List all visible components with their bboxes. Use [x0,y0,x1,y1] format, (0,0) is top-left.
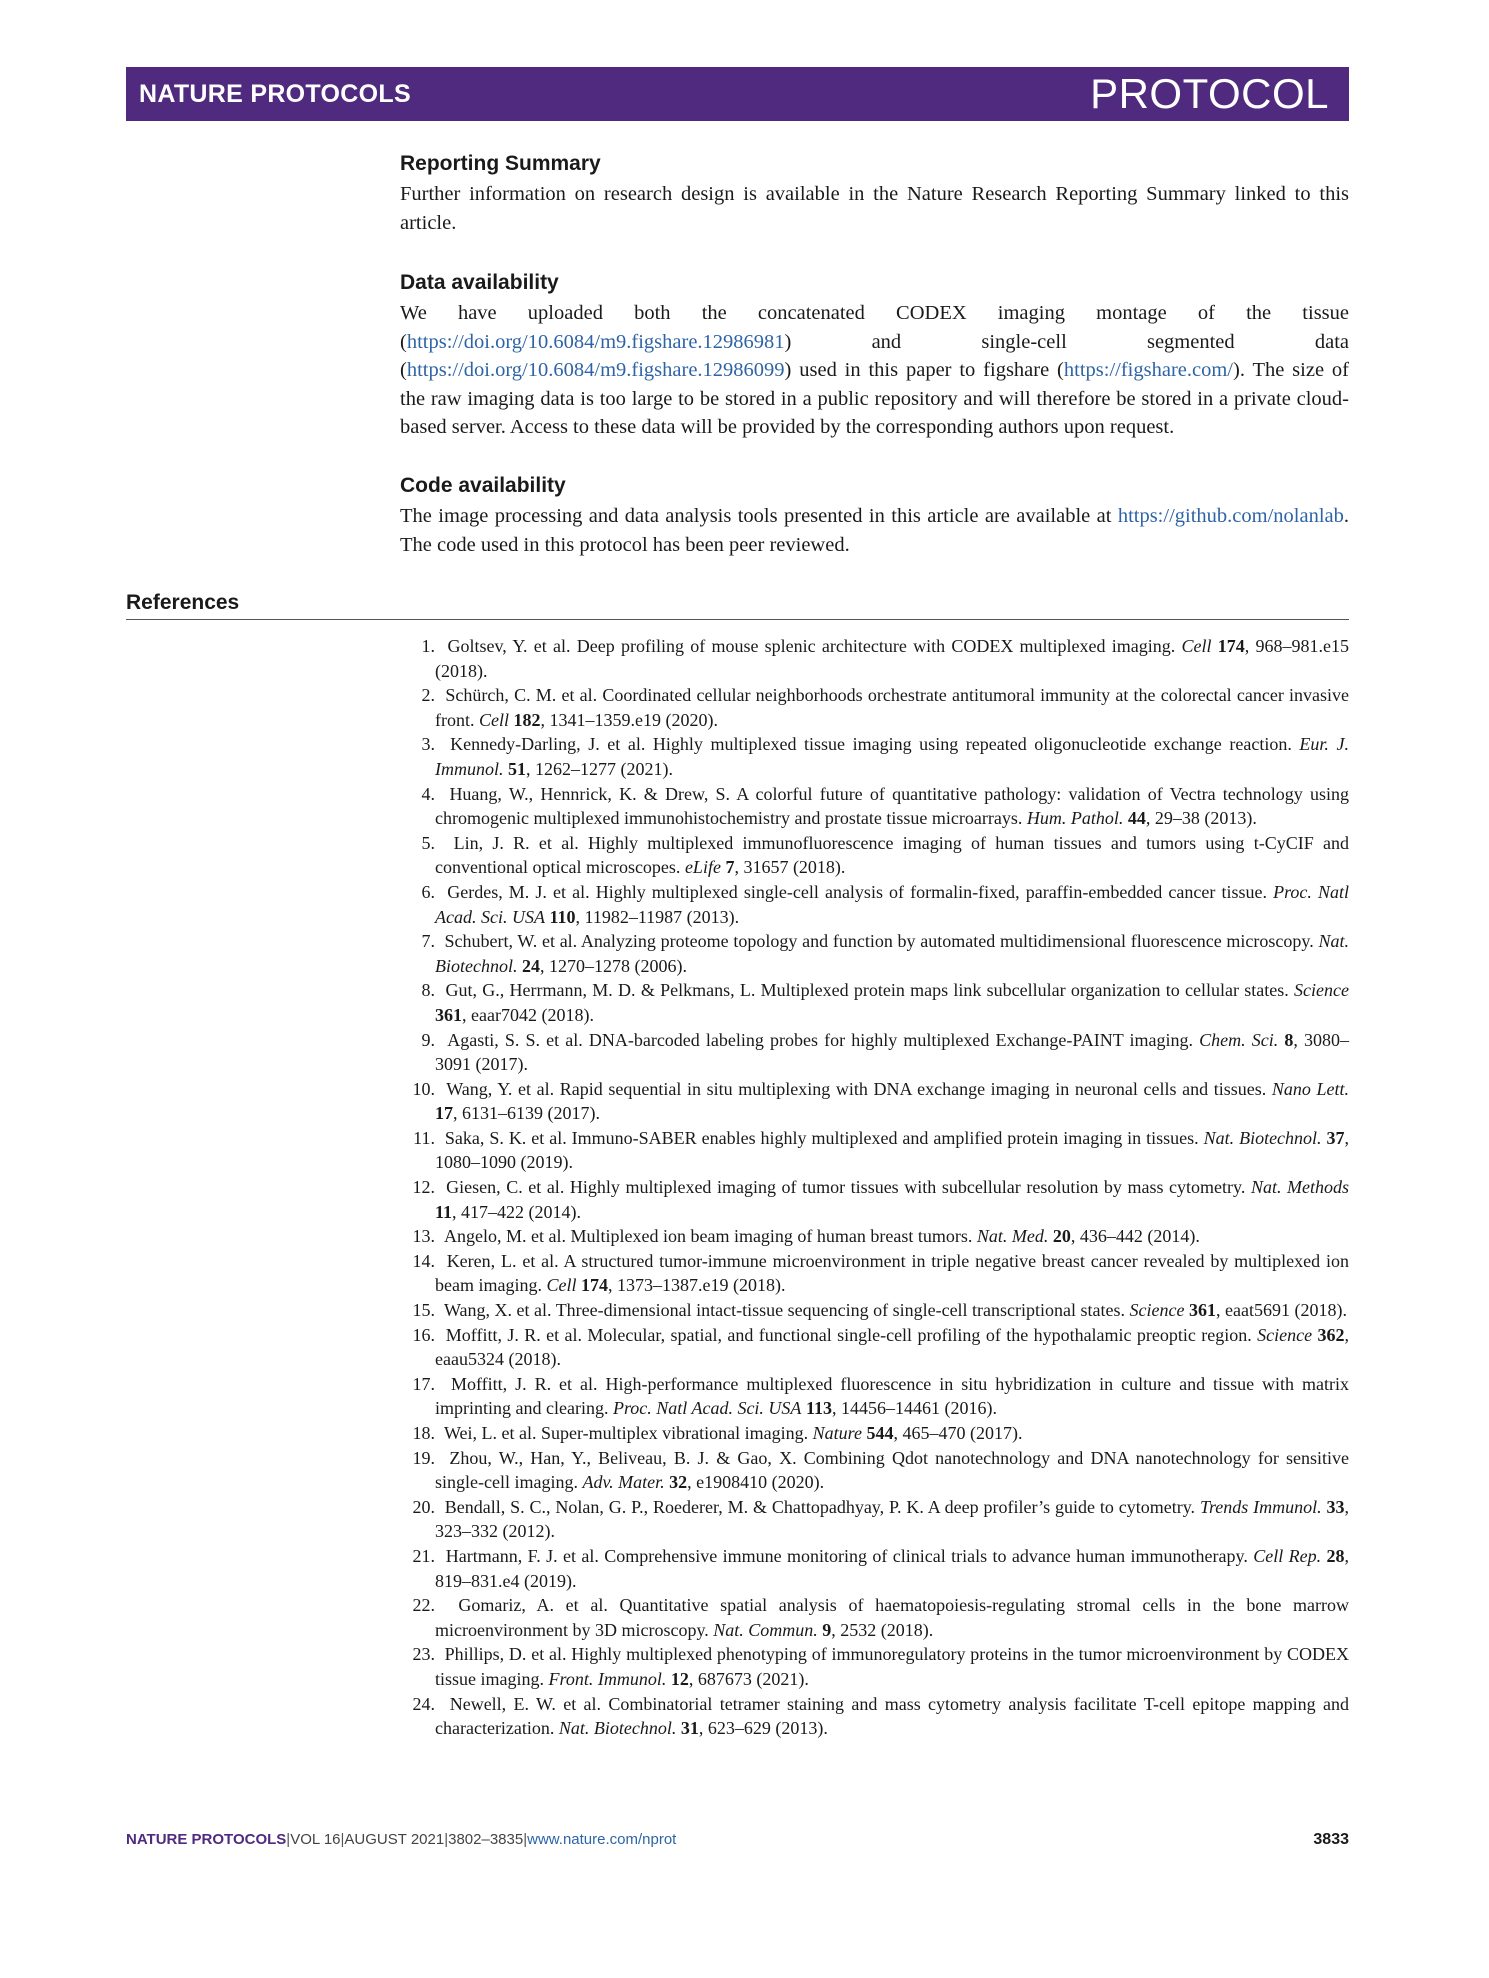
code-availability-heading: Code availability [400,474,566,497]
reference-title: Keren, L. et al. A structured tumor-immune microenvironment in triple negative breast cancer revealed by multiplexed ion beam imaging. [435,1250,1349,1296]
reference-title: Schürch, C. M. et al. Coordinated cellular neighborhoods orchestrate antitumoral immunity at the colorectal cancer invasive front. [435,685,1350,730]
reference-volume: 32 [669,1472,688,1493]
reference-journal: Nature [812,1423,862,1443]
reference-pages-year: , 29–38 (2013). [1145,808,1257,829]
reference-title: Gerdes, M. J. et al. Highly multiplexed single-cell analysis of formalin-fixed, paraffin-embedded cancer tissue. [447,881,1274,902]
reference-number: 13. [412,1226,435,1247]
reference-volume: 37 [1326,1127,1345,1148]
reference-number: 11. [413,1127,435,1148]
reference-item [400,1249,1349,1298]
reference-item [400,880,1349,929]
reference-journal: Front. Immunol. [548,1668,667,1689]
reference-pages-year: , 687673 (2021). [688,1668,809,1689]
reference-title: Lin, J. R. et al. Highly multiplexed immunofluorescence imaging of human tissues and tumors using t-CyCIF and conventional optical microscopes. [435,832,1350,878]
reference-pages-year: , 968–981.e15 (2018). [435,636,1349,681]
footer-separator: | [444,1831,449,1848]
reference-journal: Nano Lett. [1271,1078,1349,1099]
reference-journal: Proc. Natl Acad. Sci. USA [435,881,1350,927]
reference-number: 3. [421,734,435,755]
reference-journal: Chem. Sci. [1199,1029,1279,1050]
footer-date: AUGUST 2021 [344,1831,445,1848]
reference-title: Phillips, D. et al. Highly multiplexed phenotyping of immunoregulatory proteins in the tumor microenvironment by CODEX tissue imaging. [435,1644,1349,1689]
reference-item [400,1224,1349,1249]
reference-journal: Eur. J. Immunol. [435,734,1349,779]
reference-item [400,929,1349,978]
reference-title: Zhou, W., Han, Y., Beliveau, B. J. & Gao, X. Combining Qdot nanotechnology and DNA nanotechnology for sensitive single-cell imaging. [435,1447,1350,1493]
reference-item [400,1077,1349,1126]
reference-pages-year: , 1373–1387.e19 (2018). [607,1275,786,1296]
reporting-summary-section [400,151,1349,237]
figshare-link[interactable]: https://figshare.com/ [1063,359,1233,381]
reference-item [400,1126,1349,1175]
reference-text [435,1544,1349,1593]
reference-volume: 7 [725,857,735,878]
page-footer [126,1831,1349,1849]
reference-volume: 362 [1317,1324,1345,1345]
github-link[interactable]: https://github.com/nolanlab [1117,505,1344,527]
reference-item [400,978,1349,1027]
reference-volume: 28 [1326,1545,1345,1566]
reference-volume: 51 [508,758,526,779]
reference-title: Gut, G., Herrmann, M. D. & Pelkmans, L. Multiplexed protein maps link subcellular organization to cellular states. [445,980,1295,1001]
reference-journal: Proc. Natl Acad. Sci. USA [612,1398,802,1419]
reference-text [435,683,1349,732]
reference-title: Bendall, S. C., Nolan, G. P., Roederer, M. & Chattopadhyay, P. K. A deep profiler’s guide to cytometry. [444,1496,1200,1517]
reference-text [435,1446,1349,1495]
reference-journal: Trends Immunol. [1199,1496,1322,1517]
reference-pages-year: , 436–442 (2014). [1070,1226,1200,1247]
reference-volume: 174 [1217,636,1245,656]
footer-citation [126,1831,676,1849]
reference-volume: 174 [580,1275,608,1296]
reference-volume: 182 [513,709,541,730]
reference-item [400,1323,1349,1372]
reference-volume: 113 [805,1398,832,1419]
reference-item [400,1372,1349,1421]
reference-item [400,1446,1349,1495]
reference-number: 5. [421,832,435,853]
reference-text [435,634,1349,683]
reference-journal: Nat. Biotechnol. [435,931,1349,976]
article-type: PROTOCOL [1090,70,1329,117]
reference-journal: Nat. Commun. [713,1619,818,1640]
reference-title: Moffitt, J. R. et al. Molecular, spatial, and functional single-cell profiling of the hypothalamic preoptic region. [445,1324,1258,1345]
reference-journal: Adv. Mater. [582,1472,665,1493]
reference-journal: eLife [684,857,721,878]
code-availability-text-1: The image processing and data analysis tools presented in this article are available at [400,505,1118,527]
reference-number: 23. [412,1644,435,1665]
reference-text [435,1495,1349,1544]
reference-pages-year: , eaar7042 (2018). [462,1004,594,1025]
reference-item [400,634,1349,683]
reference-title: Huang, W., Hennrick, K. & Drew, S. A colorful future of quantitative pathology: validation of Vectra technology using chromogenic multiplexed immunohistochemistry and prostate tissue microarrays. [435,783,1349,829]
code-availability-section [400,473,1349,559]
reference-text [435,978,1349,1027]
reference-volume: 17 [435,1103,453,1124]
reference-journal: Science [1294,980,1349,1001]
reference-volume: 361 [1188,1300,1216,1321]
reference-pages-year: , eaat5691 (2018). [1215,1300,1347,1321]
reference-number: 7. [421,931,435,952]
reference-text [435,1421,1349,1446]
reference-text [435,1175,1349,1224]
reference-journal: Nat. Biotechnol. [558,1718,677,1739]
reference-list [400,634,1349,1741]
footer-separator: | [340,1831,345,1848]
reference-title: Wang, X. et al. Three-dimensional intact-tissue sequencing of single-cell transcriptional states. [444,1300,1130,1321]
reference-number: 6. [421,881,435,902]
reference-item [400,831,1349,880]
reference-pages-year: , 819–831.e4 (2019). [435,1545,1350,1591]
reference-title: Saka, S. K. et al. Immuno-SABER enables highly multiplexed and amplified protein imaging in tissues. [444,1127,1204,1148]
reference-pages-year: , 31657 (2018). [734,857,846,878]
code-availability-text-2: . The code used in this protocol has been peer reviewed. [400,505,1349,556]
reference-journal: Nat. Methods [1250,1177,1350,1198]
reference-text [435,1224,1349,1249]
code-availability-text [400,502,1349,559]
reference-pages-year: , 1270–1278 (2006). [539,955,687,976]
reference-journal: Hum. Pathol. [1026,808,1124,829]
reference-title: Gomariz, A. et al. Quantitative spatial analysis of haematopoiesis-regulating stromal cells in the bone marrow microenvironment by 3D microscopy. [435,1595,1349,1640]
reference-text [435,1372,1349,1421]
reference-number: 14. [412,1250,435,1271]
reference-item [400,1495,1349,1544]
reference-volume: 33 [1326,1496,1345,1517]
reference-number: 8. [421,980,435,1001]
reference-pages-year: , 465–470 (2017). [893,1423,1023,1443]
reference-volume: 110 [549,906,576,927]
reference-title: Moffitt, J. R. et al. High-performance multiplexed fluorescence in situ hybridization in culture and tissue with matrix imprinting and clearing. [435,1373,1349,1419]
reference-title: Newell, E. W. et al. Combinatorial tetramer staining and mass cytometry analysis facilitate T-cell epitope mapping and characterization. [435,1693,1350,1739]
reference-pages-year: , 1341–1359.e19 (2020). [540,709,718,730]
reference-text [435,1126,1349,1175]
reference-journal: Nat. Biotechnol. [1203,1127,1322,1148]
data-availability-text-2: ) and single-cell segmented data ( [400,330,1349,381]
reference-title: Wang, Y. et al. Rapid sequential in situ multiplexing with DNA exchange imaging in neuronal cells and tissues. [446,1078,1272,1099]
reference-text [435,880,1349,929]
reference-item [400,1421,1349,1446]
data-availability-section [400,270,1349,442]
reference-journal: Nat. Med. [976,1226,1049,1247]
reference-title: Agasti, S. S. et al. DNA-barcoded labeling probes for highly multiplexed Exchange-PAINT imaging. [447,1029,1200,1050]
footer-pages: 3802–3835 [448,1831,524,1848]
reference-volume: 544 [866,1423,894,1443]
reference-volume: 44 [1127,808,1146,829]
reference-item [400,732,1349,781]
reference-title: Wei, L. et al. Super-multiplex vibrational imaging. [444,1423,813,1443]
reference-item [400,1544,1349,1593]
reference-volume: 8 [1284,1029,1294,1050]
reference-volume: 361 [435,1004,462,1025]
data-availability-text [400,299,1349,442]
footer-separator: | [286,1831,291,1848]
reference-item [400,1298,1349,1323]
reference-pages-year: , 417–422 (2014). [452,1201,582,1222]
footer-url-link[interactable]: www.nature.com/nprot [527,1831,677,1848]
journal-header-bar [126,67,1349,121]
reference-title: Schubert, W. et al. Analyzing proteome topology and function by automated multidimensional fluorescence microscopy. [444,931,1319,952]
reference-number: 12. [412,1177,435,1198]
reference-pages-year: , eaau5324 (2018). [435,1324,1350,1370]
reference-pages-year: , 3080–3091 (2017). [435,1029,1350,1075]
reference-text [435,1298,1349,1323]
reference-number: 24. [412,1693,435,1714]
reference-item [400,1175,1349,1224]
reference-text [435,1692,1349,1741]
reference-text [435,1642,1349,1691]
reference-text [435,831,1349,880]
reference-number: 18. [412,1423,435,1443]
reference-number: 10. [412,1078,435,1099]
footer-separator: | [523,1831,528,1848]
reference-pages-year: , 623–629 (2013). [698,1718,828,1739]
reference-journal: Science [1129,1300,1185,1321]
reference-journal: Cell [546,1275,577,1296]
reference-text [435,1249,1349,1298]
reporting-summary-heading: Reporting Summary [400,152,601,175]
reference-number: 15. [412,1300,435,1321]
reference-text [435,782,1349,831]
reference-journal: Cell [1181,636,1212,656]
footer-volume: VOL 16 [290,1831,341,1848]
journal-name: NATURE PROTOCOLS [139,79,411,108]
reference-title: Kennedy-Darling, J. et al. Highly multiplexed tissue imaging using repeated oligonucleotide exchange reaction. [450,734,1300,755]
reference-item [400,1642,1349,1691]
data-availability-text-3: ) used in this paper to figshare ( [784,359,1064,381]
reference-text [435,732,1349,781]
data-availability-text-1: We have uploaded both the concatenated CODEX imaging montage of the tissue ( [400,302,1349,353]
page-number: 3833 [1313,1831,1349,1848]
reference-journal: Science [1257,1324,1313,1345]
reporting-summary-text: Further information on research design is available in the Nature Research Reporting Summary linked to this article. [400,183,1349,234]
reference-journal: Cell Rep. [1253,1545,1322,1566]
reference-pages-year: , 1262–1277 (2021). [526,758,673,779]
reference-text [435,929,1349,978]
reference-text [435,1323,1349,1372]
reference-item [400,683,1349,732]
reference-pages-year: , 6131–6139 (2017). [453,1103,600,1124]
segmented-data-doi-link[interactable]: https://doi.org/10.6084/m9.figshare.12986099 [406,359,785,381]
montage-doi-link[interactable]: https://doi.org/10.6084/m9.figshare.12986981 [406,330,785,353]
reference-title: Goltsev, Y. et al. Deep profiling of mouse splenic architecture with CODEX multiplexed imaging. [447,636,1182,656]
reference-volume: 20 [1052,1226,1071,1247]
reference-number: 19. [412,1447,435,1468]
reference-number: 22. [412,1595,435,1616]
reference-number: 21. [412,1545,435,1566]
reference-pages-year: , e1908410 (2020). [687,1472,825,1493]
reference-number: 20. [412,1496,435,1517]
reference-number: 17. [412,1373,435,1394]
reference-volume: 12 [670,1668,689,1689]
reference-number: 9. [421,1029,435,1050]
reference-pages-year: , 2532 (2018). [831,1619,934,1640]
reference-volume: 31 [680,1718,699,1739]
reference-item [400,1028,1349,1077]
references-heading: References [126,590,1349,620]
reference-text [435,1077,1349,1126]
reference-volume: 24 [521,955,540,976]
reference-pages-year: , 323–332 (2012). [435,1496,1350,1542]
reference-item [400,782,1349,831]
reference-item [400,1692,1349,1741]
reference-text [435,1593,1349,1642]
reference-number: 2. [421,685,435,706]
footer-journal: NATURE PROTOCOLS [126,1831,287,1848]
data-availability-text-4: ). The size of the raw imaging data is too large to be stored in a public repository and will therefore be stored in a private cloud-based server. Access to these data will be provided by the corresponding authors upon request. [400,359,1349,438]
reference-title: Angelo, M. et al. Multiplexed ion beam imaging of human breast tumors. [444,1226,977,1247]
reference-number: 16. [412,1324,435,1345]
data-availability-heading: Data availability [400,271,559,294]
reference-title: Giesen, C. et al. Highly multiplexed imaging of tumor tissues with subcellular resolution by mass cytometry. [446,1177,1251,1198]
reference-number: 1. [421,636,435,656]
reference-pages-year: , 1080–1090 (2019). [435,1127,1349,1173]
reference-number: 4. [421,783,435,804]
reference-volume: 11 [435,1201,453,1222]
reference-item [400,1593,1349,1642]
reference-volume: 9 [822,1619,832,1640]
reference-pages-year: , 14456–14461 (2016). [831,1398,997,1419]
reference-title: Hartmann, F. J. et al. Comprehensive immune monitoring of clinical trials to advance human immunotherapy. [445,1545,1254,1566]
reference-journal: Cell [479,709,509,730]
reference-pages-year: , 11982–11987 (2013). [575,906,740,927]
reference-text [435,1028,1349,1077]
